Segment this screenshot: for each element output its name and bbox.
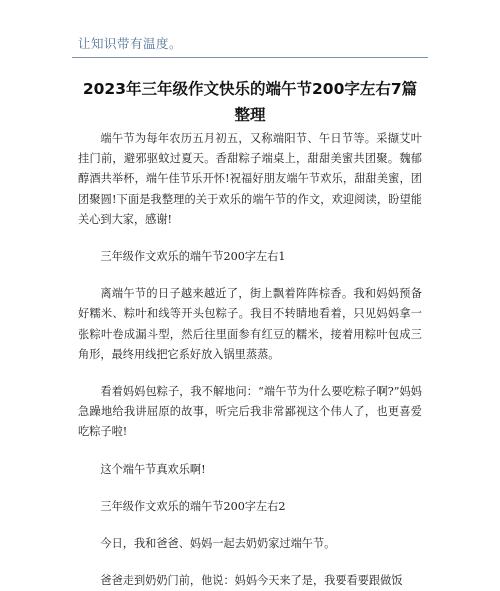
document-title: 2023年三年级作文快乐的端午节200字左右7篇整理 (82, 80, 418, 124)
intro-paragraph: 端午节为每年农历五月初五，又称端阳节、午日节等。采撷艾叶挂门前，避邪驱蚊过夏天。香甜粽子端桌上，甜甜美蜜共团聚。魏郁醇酒共举杯，端午佳节乐开怀!祝福好朋友端午节欢乐，甜甜美蜜，团团聚圆!下面是我整理的关于欢乐的端午节的作文，欢迎阅读，盼望能关心到大家，感谢! (78, 132, 422, 226)
body-paragraph-cut: 爸爸走到奶奶门前，他说：妈妈今天来了是，我要看要跟做饭 (100, 574, 403, 588)
section-heading-2: 三年级作文欢乐的端午节200字左右2 (100, 499, 286, 513)
header-divider (72, 57, 428, 58)
body-paragraph: 这个端午节真欢乐啊! (100, 462, 206, 476)
body-paragraph: 看着妈妈包粽子，我不解地问：“端午节为什么要吃粽子啊?”妈妈急躁地给我讲屈原的故事，听完后我非常鄙视这个伟人了，也更喜爱吃粽子啦! (78, 385, 422, 439)
section-heading-1: 三年级作文欢乐的端午节200字左右1 (100, 250, 286, 264)
body-paragraph: 离端午节的日子越来越近了，街上飘着阵阵棕香。我和妈妈预备好糯米、粽叶和线等开头包粽子。我目不转睛地看着，只见妈妈拿一张粽叶卷成漏斗型，然后往里面参有红豆的糯米，接着用粽叶包成三角形，最终用线把它系好放入锅里蒸蒸。 (78, 287, 422, 361)
header-tagline: 让知识带有温度。 (78, 36, 183, 51)
document-body (78, 129, 422, 591)
body-paragraph: 今日，我和爸爸、妈妈一起去奶奶家过端午节。 (100, 537, 336, 551)
